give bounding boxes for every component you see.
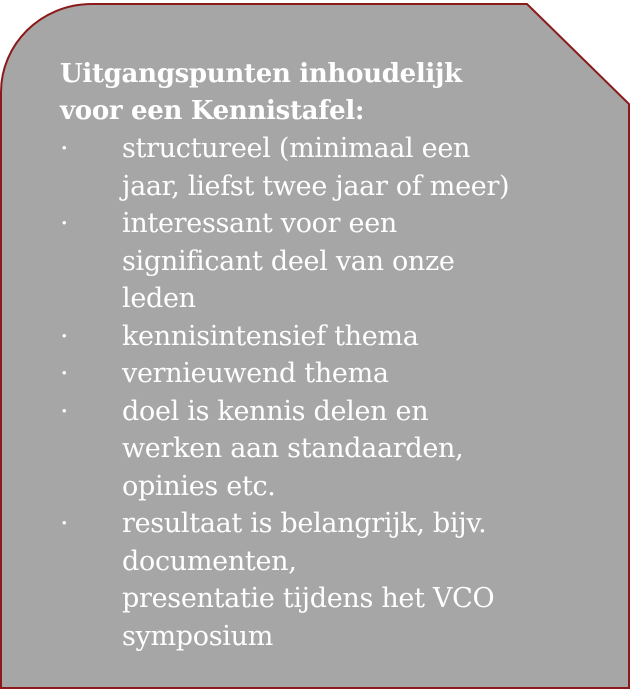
callout-heading — [60, 56, 580, 130]
bullet-dot-icon: · — [60, 508, 69, 539]
list-item-text-line: jaar, liefst twee jaar of meer) — [122, 170, 510, 202]
callout-content — [60, 56, 580, 655]
heading-line-2: voor een Kennistafel: — [60, 96, 365, 126]
bullet-dot-icon: · — [60, 395, 69, 427]
list-item — [60, 130, 580, 205]
list-item-text-line: opinies etc. — [122, 470, 276, 502]
list-item — [60, 505, 580, 655]
list-item-text-line: werken aan standaarden, — [122, 433, 464, 464]
bullet-dot-icon: · — [60, 320, 69, 352]
list-item-text-line: resultaat is belangrijk, bijv. — [122, 508, 487, 539]
list-item-text-line: symposium — [122, 620, 274, 652]
list-item-text-line: leden — [122, 283, 196, 314]
bullet-dot-icon: · — [60, 208, 69, 239]
list-item — [60, 205, 580, 318]
bullet-dot-icon: · — [60, 133, 69, 164]
list-item — [60, 393, 580, 506]
criteria-list — [60, 130, 580, 655]
list-item-text-line: doel is kennis delen en — [122, 395, 429, 427]
heading-line-1: Uitgangspunten inhoudelijk — [60, 59, 462, 89]
list-item-text-line: structureel (minimaal een — [122, 133, 471, 164]
list-item-text-line: interessant voor een — [122, 208, 397, 239]
list-item-text-line: presentatie tijdens het VCO — [122, 583, 495, 614]
list-item — [60, 355, 580, 393]
list-item — [60, 318, 580, 356]
list-item-text-line: vernieuwend thema — [122, 358, 389, 389]
bullet-dot-icon: · — [60, 358, 69, 389]
list-item-text-line: significant deel van onze — [122, 245, 455, 277]
list-item-text-line: documenten, — [122, 545, 297, 577]
list-item-text-line: kennisintensief thema — [122, 320, 419, 352]
